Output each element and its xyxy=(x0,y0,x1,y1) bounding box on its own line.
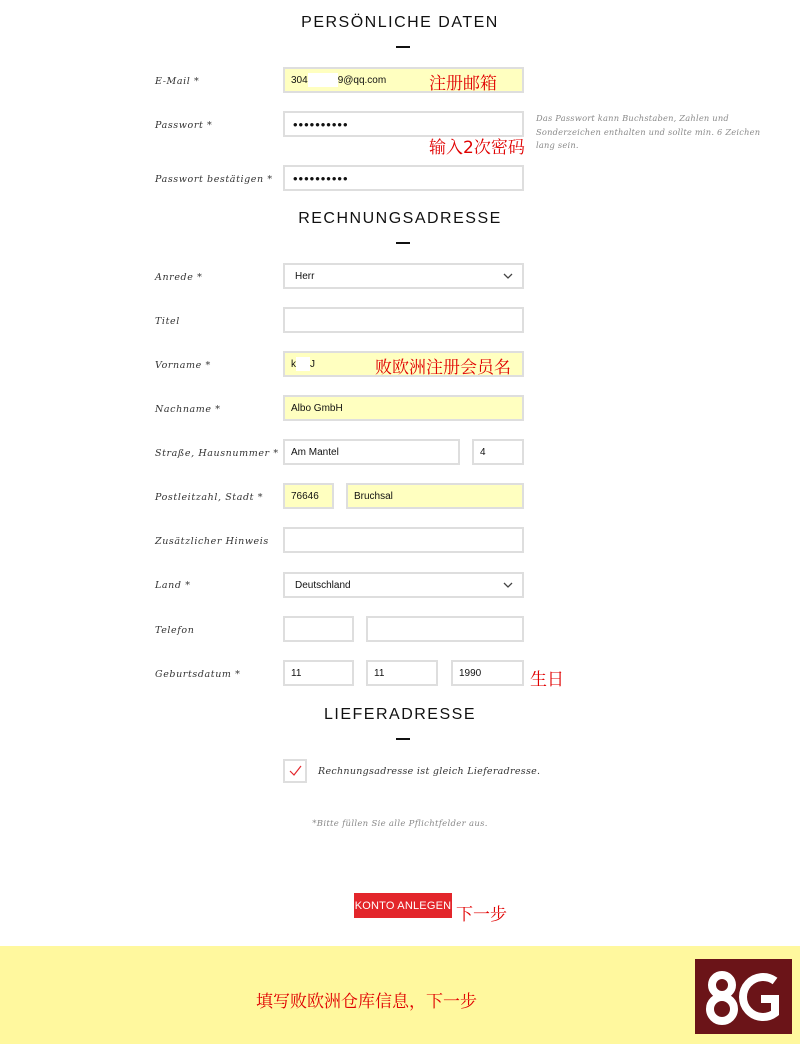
last-name-field[interactable]: Albo GmbH xyxy=(283,395,524,421)
required-note: *Bitte füllen Sie alle Pflichtfelder aus. xyxy=(312,819,488,829)
chevron-down-icon xyxy=(502,579,514,591)
email-label: E-Mail * xyxy=(155,76,200,87)
email-suffix: 9@qq.com xyxy=(337,74,387,86)
password-confirm-label: Passwort bestätigen * xyxy=(155,174,273,185)
street-label: Straße, Hausnummer * xyxy=(155,448,279,459)
redaction-mask xyxy=(296,357,310,371)
section-divider xyxy=(396,46,410,48)
first-name-label: Vorname * xyxy=(155,360,211,371)
section-title-delivery: LIEFERADRESSE xyxy=(324,706,476,723)
title-label: Titel xyxy=(155,316,180,327)
checkmark-icon xyxy=(285,761,305,781)
zip-city-label: Postleitzahl, Stadt * xyxy=(155,492,264,503)
birth-month-field[interactable]: 11 xyxy=(366,660,438,686)
section-divider xyxy=(396,738,410,740)
country-value: Deutschland xyxy=(295,579,351,591)
same-address-checkbox[interactable] xyxy=(283,759,307,783)
phone-number-field[interactable] xyxy=(366,616,524,642)
street-field[interactable]: Am Mantel xyxy=(283,439,460,465)
birth-day-field[interactable]: 11 xyxy=(283,660,354,686)
birthdate-label: Geburtsdatum * xyxy=(155,669,241,680)
salutation-label: Anrede * xyxy=(155,272,203,283)
chevron-down-icon xyxy=(502,270,514,282)
brand-logo xyxy=(695,959,792,1034)
create-account-button[interactable]: KONTO ANLEGEN xyxy=(354,893,452,918)
last-name-label: Nachname * xyxy=(155,404,221,415)
salutation-select[interactable] xyxy=(283,263,524,289)
section-title-personal: PERSÖNLICHE DATEN xyxy=(301,14,499,31)
password-confirm-field[interactable]: •••••••••• xyxy=(283,165,524,191)
phone-label: Telefon xyxy=(155,625,195,636)
first-name-suffix: J xyxy=(310,358,315,370)
annotation-password: 输入2次密码 xyxy=(429,138,525,158)
additional-label: Zusätzlicher Hinweis xyxy=(155,536,269,547)
annotation-first-name: 败欧洲注册会员名 xyxy=(375,358,511,378)
annotation-birthdate: 生日 xyxy=(530,670,564,690)
password-hint: Das Passwort kann Buchstaben, Zahlen und Sonderzeichen enthalten und sollte min. 6 Zeichen lang sein. xyxy=(536,113,761,150)
password-label: Passwort * xyxy=(155,120,213,131)
title-field[interactable] xyxy=(283,307,524,333)
country-select[interactable] xyxy=(283,572,524,598)
redaction-mask xyxy=(308,73,338,87)
annotation-email: 注册邮箱 xyxy=(429,74,497,94)
banner-text: 填写败欧洲仓库信息，下一步 xyxy=(256,992,477,1012)
house-number-field[interactable]: 4 xyxy=(472,439,524,465)
annotation-next: 下一步 xyxy=(456,905,507,925)
city-field[interactable]: Bruchsal xyxy=(346,483,524,509)
section-divider xyxy=(396,242,410,244)
section-title-billing: RECHNUNGSADRESSE xyxy=(298,210,502,227)
password-field[interactable]: •••••••••• xyxy=(283,111,524,137)
birth-year-field[interactable]: 1990 xyxy=(451,660,524,686)
additional-field[interactable] xyxy=(283,527,524,553)
country-label: Land * xyxy=(155,580,191,591)
zip-field[interactable]: 76646 xyxy=(283,483,334,509)
first-name-prefix: k xyxy=(291,358,296,370)
phone-prefix-field[interactable] xyxy=(283,616,354,642)
same-address-label: Rechnungsadresse ist gleich Lieferadresse. xyxy=(318,766,541,777)
salutation-value: Herr xyxy=(295,270,315,282)
email-prefix: 304 xyxy=(291,74,308,86)
8g-logo-icon xyxy=(695,959,792,1034)
